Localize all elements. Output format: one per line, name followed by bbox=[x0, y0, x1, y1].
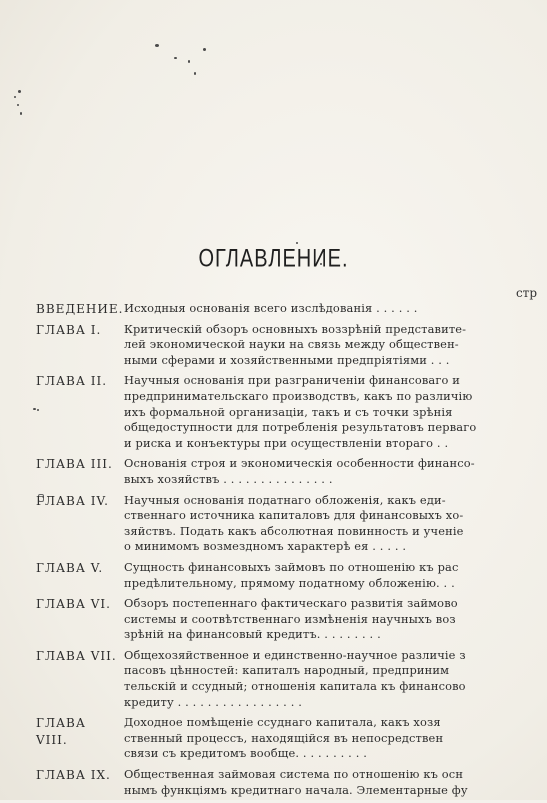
toc-entry-chapter-4 bbox=[36, 493, 536, 555]
entry-line: выхъ хозяйствъ . . . . . . . . . . . . . . . bbox=[124, 471, 333, 486]
entry-line: лей экономической науки на связь между обществен- bbox=[124, 337, 459, 352]
entry-text bbox=[124, 456, 536, 487]
entry-line: нымъ функціямъ кредитнаго начала. Элементарные фу bbox=[124, 782, 468, 797]
entry-line: о минимомъ возмездномъ характерѣ ея . . . . . bbox=[124, 539, 407, 554]
entry-label: ВВЕДЕНИЕ. bbox=[36, 302, 124, 316]
entry-label: ГЛАВА VII. bbox=[36, 648, 117, 663]
page-column-label: стр bbox=[515, 286, 537, 300]
toc-entry-chapter-3 bbox=[36, 456, 536, 487]
toc-entry-chapter-9 bbox=[36, 767, 536, 798]
entry-line: кредиту . . . . . . . . . . . . . . . . . bbox=[124, 694, 303, 709]
entry-text bbox=[124, 493, 536, 555]
entry-line: зрѣній на финансовый кредитъ. . . . . . . . . bbox=[124, 627, 381, 642]
ink-speck bbox=[155, 44, 159, 47]
entry-label: ГЛАВА IX. bbox=[36, 768, 111, 783]
toc-entry-chapter-1 bbox=[36, 322, 536, 369]
entry-label: ГЛАВА VI. bbox=[36, 597, 111, 612]
entry-label: ГЛАВА V. bbox=[36, 560, 104, 575]
entry-line: зяйствъ. Подать какъ абсолютная повинность и ученіе bbox=[124, 523, 464, 538]
entry-line: Основанія строя и экономическія особенности финансо- bbox=[124, 456, 475, 471]
entry-line: Научныя основанія податнаго обложенія, какъ еди- bbox=[124, 492, 446, 507]
entry-text bbox=[124, 373, 536, 451]
entry-line: Общественная займовая система по отношенію къ осн bbox=[124, 767, 464, 782]
entry-line: пасовъ цѣнностей: капиталъ народный, предприним bbox=[124, 663, 450, 678]
toc-entry-chapter-7 bbox=[36, 648, 536, 710]
entry-line: системы и соотвѣтственнаго измѣненія научныхъ воз bbox=[124, 611, 456, 626]
entry-line: ихъ формальной организаціи, такъ и съ точки зрѣнія bbox=[124, 404, 453, 419]
ink-speck bbox=[17, 104, 19, 106]
entry-text bbox=[124, 596, 536, 643]
ink-speck bbox=[188, 60, 190, 63]
entry-line: связи съ кредитомъ вообще. . . . . . . . . . bbox=[124, 746, 368, 761]
entry-text bbox=[124, 715, 536, 762]
entry-label: ГЛАВА III. bbox=[36, 457, 113, 472]
entry-label: ГЛАВА VIII. bbox=[36, 716, 86, 748]
page-title: ОГЛАВЛЕНИЕ. bbox=[198, 245, 349, 273]
ink-speck bbox=[194, 72, 196, 75]
entry-text bbox=[124, 648, 536, 710]
entry-line: ственный процессъ, находящійся въ непосредствен bbox=[124, 730, 444, 745]
entry-text bbox=[124, 560, 536, 591]
ink-speck bbox=[20, 112, 22, 115]
entry-line: Общехозяйственное и единственно-научное различіе з bbox=[124, 647, 466, 662]
entry-text bbox=[124, 322, 536, 369]
toc-entry-introduction bbox=[36, 301, 536, 317]
entry-line: Доходное помѣщеніе ссуднаго капитала, какъ хозя bbox=[124, 715, 441, 730]
entry-label: ГЛАВА I. bbox=[36, 322, 102, 337]
entry-line: Научныя основанія при разграниченіи финансоваго и bbox=[124, 373, 461, 388]
toc-entry-chapter-6 bbox=[36, 596, 536, 643]
entry-line: предѣлительному, прямому податному обложенію. . . bbox=[124, 575, 455, 590]
entry-text bbox=[124, 767, 536, 798]
entry-line: и риска и конъектуры при осуществленіи втораго . . bbox=[124, 435, 449, 450]
entry-line: общедоступности для потребленія результатовъ перваго bbox=[124, 420, 477, 435]
entry-line: Сущность финансовыхъ займовъ по отношенію къ рас bbox=[124, 559, 459, 574]
toc-entry-chapter-5 bbox=[36, 560, 536, 591]
entry-line: Критическій обзоръ основныхъ воззрѣній представите- bbox=[124, 321, 467, 336]
ink-speck bbox=[203, 48, 206, 51]
ink-speck bbox=[174, 57, 177, 59]
entry-line: тельскій и ссудный; отношенія капитала къ финансово bbox=[124, 679, 466, 694]
ink-speck bbox=[14, 96, 16, 98]
entry-text bbox=[124, 301, 536, 317]
entry-line: Обзоръ постепеннаго фактическаго развитія займово bbox=[124, 596, 458, 611]
entry-label: ГЛАВА II. bbox=[36, 374, 108, 389]
entry-line: ными сферами и хозяйственными предпріятіями . . . bbox=[124, 352, 450, 367]
toc-entry-chapter-2 bbox=[36, 373, 536, 451]
table-of-contents bbox=[36, 301, 536, 803]
entry-label: ГЛАВА IV. bbox=[36, 493, 109, 508]
toc-entry-chapter-8 bbox=[36, 715, 536, 762]
entry-line: ственнаго источника капиталовъ для финансовыхъ хо- bbox=[124, 508, 464, 523]
entry-line: предпринимательскаго производствъ, какъ по различію bbox=[124, 388, 473, 403]
ink-speck bbox=[296, 242, 298, 244]
ink-speck bbox=[18, 90, 21, 93]
entry-line: Исходныя основанія всего изслѣдованія . . . . . . bbox=[124, 301, 418, 315]
